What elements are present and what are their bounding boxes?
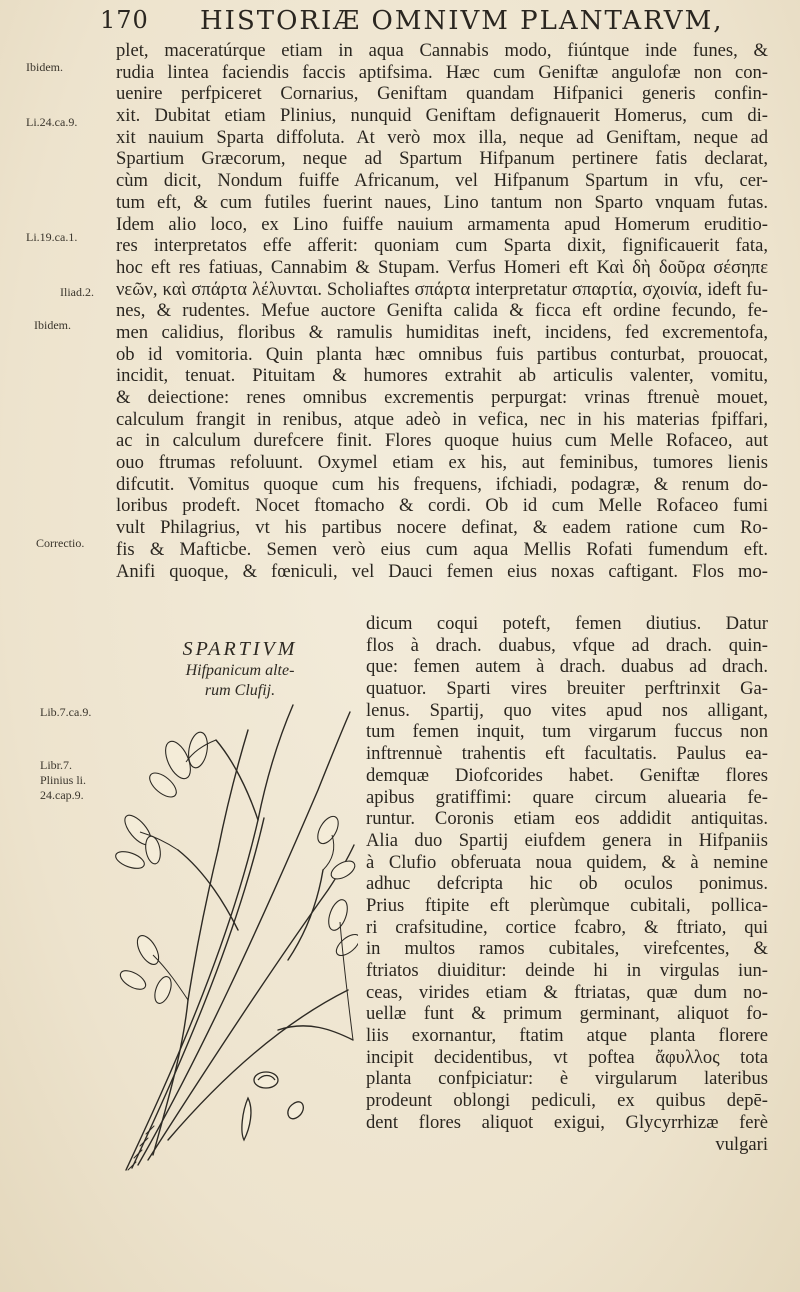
right-text-column: [366, 613, 768, 1155]
text-line: fis & Mafticbe. Semen verò eius cum aqua Mellis Rofati fumendum eft.: [116, 538, 768, 560]
margin-note: Ibidem.: [34, 318, 71, 332]
running-title: HISTORIÆ OMNIVM PLANTARVM,: [200, 6, 724, 36]
text-line: demquæ Diofcorides habet. Geniftæ flores: [366, 764, 768, 786]
margin-note: Plinius li.: [40, 773, 87, 787]
text-line: dent flores aliquot exigui, Glycyrrhizæ ferè: [366, 1111, 768, 1133]
spartium-woodcut-illustration: [108, 700, 358, 1190]
text-line: Prius ftipite eft plerùmque cubitali, pollica-: [366, 894, 768, 916]
main-text-block: [116, 40, 768, 582]
catchword: vulgari: [715, 1133, 768, 1155]
text-line: calculum frangit in renibus, atque adeò in vefica, nec in his materias fpiffari,: [116, 408, 768, 430]
margin-note: Lib.7.ca.9.: [40, 705, 92, 719]
text-line: & deiectione: renes omnibus excrementis perpurgat: vrinas ftrenuè mouet,: [116, 387, 768, 408]
text-line: adhuc defcripta hic ob oculos ponimus.: [366, 873, 768, 895]
figure-caption-line: rum Clufij.: [204, 682, 276, 699]
text-line: vult Philagrius, vt his partibus nocere definat, & eadem ratione cum Ro-: [116, 517, 768, 539]
text-line: à Clufio obferuata noua quidem, & à nemine: [366, 851, 768, 873]
margin-note: 24.cap.9.: [40, 788, 84, 802]
text-line: tum femen inquit, tum virgarum fuccus non: [366, 721, 768, 743]
text-line: ceas, virides etiam & ftriatas, quæ dum no-: [366, 981, 768, 1003]
text-line: flos à drach. duabus, vfque ad drach. quin-: [366, 634, 768, 656]
text-line: xit nauium Sparta diffoluta. At verò mox illa, neque ad Geniftam, neque ad: [116, 126, 768, 148]
text-line: xit. Dubitat etiam Plinius, nunquid Geniftam defignauerit Homerus, cum di-: [116, 105, 768, 127]
text-line: uellæ funt & primum germinant, aliquot fo-: [366, 1003, 768, 1025]
text-line: prodeunt oblongi pediculi, ex quibus depē-: [366, 1090, 768, 1112]
text-line: dicum coqui poteft, femen diutius. Datur: [366, 613, 768, 634]
margin-note: Libr.7.: [40, 758, 72, 772]
text-line: que: femen autem à drach. duabus ad drach.: [366, 656, 768, 678]
text-line: ri crafsitudine, cortice fcabro, & ftriato, qui: [366, 916, 768, 938]
margin-note: Ibidem.: [26, 60, 63, 74]
figure-caption-line: Hifpanicum alte-: [185, 662, 295, 679]
margin-note: Iliad.2.: [60, 285, 94, 299]
text-line: runtur. Coronis etiam eos addidit antiquitas.: [366, 808, 768, 830]
text-line: quatuor. Sparti vires breuiter perftrinxit Ga-: [366, 678, 768, 700]
text-line: uenire perfpiceret Cornarius, Geniftam quandam Hifpanici generis confin-: [116, 83, 768, 105]
text-line: rudia lintea faciendis faccis aptifsima. Hæc cum Geniftæ angulofæ non con-: [116, 61, 768, 83]
text-line: Alia duo Spartij eiufdem genera in Hifpaniis: [366, 829, 768, 851]
margin-note: Li.24.ca.9.: [26, 115, 78, 129]
text-line: plet, maceratúrque etiam in aqua Cannabis modo, fiúntque inde funes, &: [116, 40, 768, 61]
text-line: liis exornantur, ftatim atque planta florere: [366, 1025, 768, 1047]
text-line: Spartium Græcorum, neque ad Spartum Hifpanum pertinere fatis declarat,: [116, 148, 768, 170]
text-line: cùm dicit, Nondum fuiffe Africanum, vel Hifpanum Spartum in vfu, cer-: [116, 170, 768, 192]
figure-caption-title: SPARTIVM: [182, 638, 298, 660]
text-line: tum eft, & cum futiles fuerint naues, Lino tantum non Sparto vnquam futas.: [116, 191, 768, 213]
text-line: ftriatos diuiditur: deinde hi in virgulas iun-: [366, 960, 768, 981]
text-line: ob id vomitoria. Quin planta hæc omnibus fuis partibus conturbat, prouocat,: [116, 343, 768, 365]
text-line: inftrennuè trahentis eft facultatis. Paulus ea-: [366, 743, 768, 765]
figure-caption: [140, 638, 340, 702]
text-line: ouo ftrumas refoluunt. Oxymel etiam ex his, aut feminibus, tumores lienis: [116, 452, 768, 474]
text-line: incidit, tenuat. Pituitam & humores extrahit ab articulis valenter, vomitu,: [116, 365, 768, 387]
text-line: apibus gratiffimi: quare circum aluearia fe-: [366, 786, 768, 808]
text-line: incipit decidentibus, vt poftea ἄφυλλος tota: [366, 1046, 768, 1068]
text-line: planta confpiciatur: è virgularum lateribus: [366, 1068, 768, 1090]
text-line: nes, & rudentes. Mefue auctore Genifta calida & ficca eft ordine fecundo, fe-: [116, 300, 768, 322]
text-line: νεῶν, καὶ σπάρτα λέλυνται. Scholiaftes σπάρτα interpretatur σπαρτία, σχοινία, ideft fu-: [116, 278, 768, 300]
text-line: Idem alio loco, ex Lino fuiffe nauium armamenta apud Homerum eruditio-: [116, 213, 768, 235]
page-number: 170: [100, 6, 149, 34]
text-line: in multos ramos cubitales, virefcentes, &: [366, 938, 768, 960]
text-line: hoc eft res fatiuas, Cannabim & Stupam. Verfus Homeri eft Καὶ δὴ δοῦρα σέσηπε: [116, 256, 768, 278]
text-line: ac in calculum durefcere finit. Flores quoque huius cum Melle Rofaceo, aut: [116, 430, 768, 452]
text-line: loribus prodeft. Nocet ftomacho & cordi. Ob id cum Melle Rofaceo fumi: [116, 495, 768, 517]
text-line: res interpretatos effe afferit: quoniam cum Sparta dixit, fignificauerit fata,: [116, 235, 768, 257]
margin-note: Correctio.: [36, 536, 85, 550]
text-line: Anifi quoque, & fœniculi, vel Dauci femen eius noxas caftigant. Flos mo-: [116, 560, 768, 582]
margin-note: Li.19.ca.1.: [26, 230, 78, 244]
text-line: men calidius, floribus & ramulis humiditas ineft, incidens, fed excrementofa,: [116, 321, 768, 343]
text-line: difcutit. Vomitus quoque cum his frequens, ifchiadi, podagræ, & renum do-: [116, 473, 768, 495]
text-line: lenus. Spartij, quo vites apud nos alligant,: [366, 699, 768, 721]
page-header: [100, 4, 780, 40]
